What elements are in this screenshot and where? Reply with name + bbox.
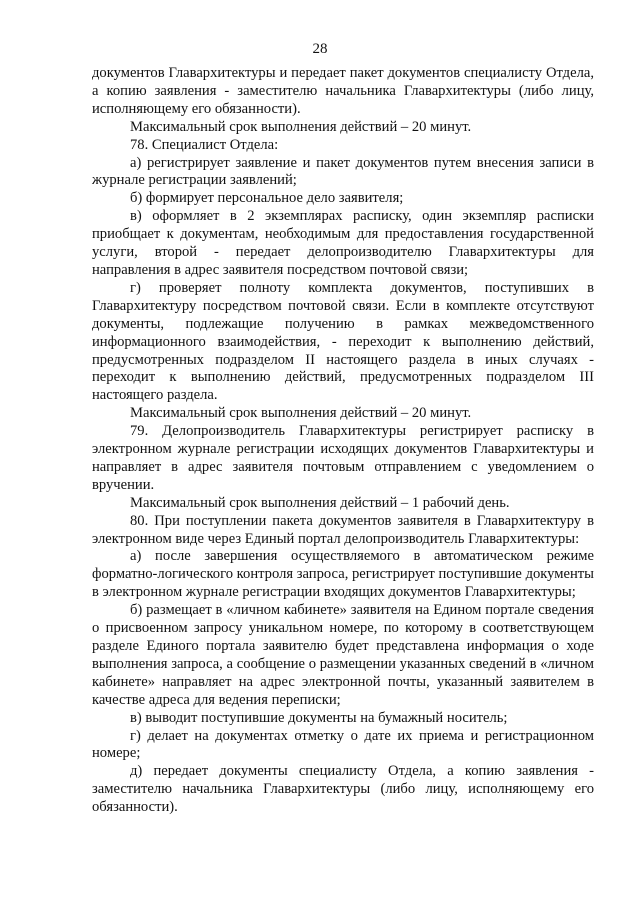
paragraph-deadline-3: Максимальный срок выполнения действий – 1 рабочий день. (130, 494, 510, 511)
paragraph-80-d: д) передает документы специалисту Отдела, а копию заявления - заместителю начальника Главархитектуры (либо лицу, исполняющему его обязанности). (92, 763, 594, 816)
paragraph-deadline-1: Максимальный срок выполнения действий – 20 минут. (130, 118, 472, 135)
paragraph-78-a: а) регистрирует заявление и пакет документов путем внесения записи в журнале регистрации заявлений; (92, 154, 594, 189)
paragraph-80-b: б) размещает в «личном кабинете» заявителя на Едином портале сведения о присвоенном запросу уникальном номере, по которому в соответствующем разделе Единого портала заявителю будет представлена информация о ходе выполнения запроса, а сообщение о размещении указанных сведений в «личном кабинете» направляет на адрес электронной почты, указанный заявителем в качестве адреса для ведения переписки; (92, 602, 594, 708)
paragraph-78-v: в) оформляет в 2 экземплярах расписку, один экземпляр расписки приобщает к документам, необходимым для предоставления государственной услуги, второй - передает делопроизводителю Главархитектуры для направления в адрес заявителя посредством почтовой связи; (92, 208, 594, 278)
paragraph-78-g: г) проверяет полноту комплекта документов, поступивших в Главархитектуру посредством почтовой связи. Если в комплекте отсутствуют документы, подлежащие получению в рамках межведомственного информационного взаимодействия, - переходит к выполнению действий, предусмотренных подразделом II настоящего раздела в иных случаях - переходит к выполнению действий, предусмотренных подразделом III настоящего раздела. (92, 279, 594, 404)
paragraph-item-80: 80. При поступлении пакета документов заявителя в Главархитектуру в электронном виде через Единый портал делопроизводитель Главархитектуры: (92, 512, 594, 547)
page-number: 28 (312, 41, 328, 57)
paragraph-80-a: а) после завершения осуществляемого в автоматическом режиме форматно-логического контроля запроса, регистрирует поступившие документы в электронном журнале регистрации входящих документов Главархитектуры; (92, 548, 594, 601)
paragraph-80-v: в) выводит поступившие документы на бумажный носитель; (130, 709, 508, 726)
body-text (92, 65, 594, 817)
paragraph-deadline-2: Максимальный срок выполнения действий – 20 минут. (130, 405, 472, 422)
paragraph-78-b: б) формирует персональное дело заявителя; (130, 190, 404, 207)
paragraph-item-79: 79. Делопроизводитель Главархитектуры регистрирует расписку в электронном журнале регистрации исходящих документов Главархитектуры и направляет в адрес заявителя почтовым отправлением с уведомлением о вручении. (92, 423, 594, 493)
paragraph-80-g: г) делает на документах отметку о дате их приема и регистрационном номере; (92, 727, 594, 762)
paragraph-item-78: 78. Специалист Отдела: (130, 136, 279, 153)
paragraph-continuation: документов Главархитектуры и передает пакет документов специалисту Отдела, а копию заявления - заместителю начальника Главархитектуры (либо лицу, исполняющему его обязанности). (92, 65, 594, 117)
